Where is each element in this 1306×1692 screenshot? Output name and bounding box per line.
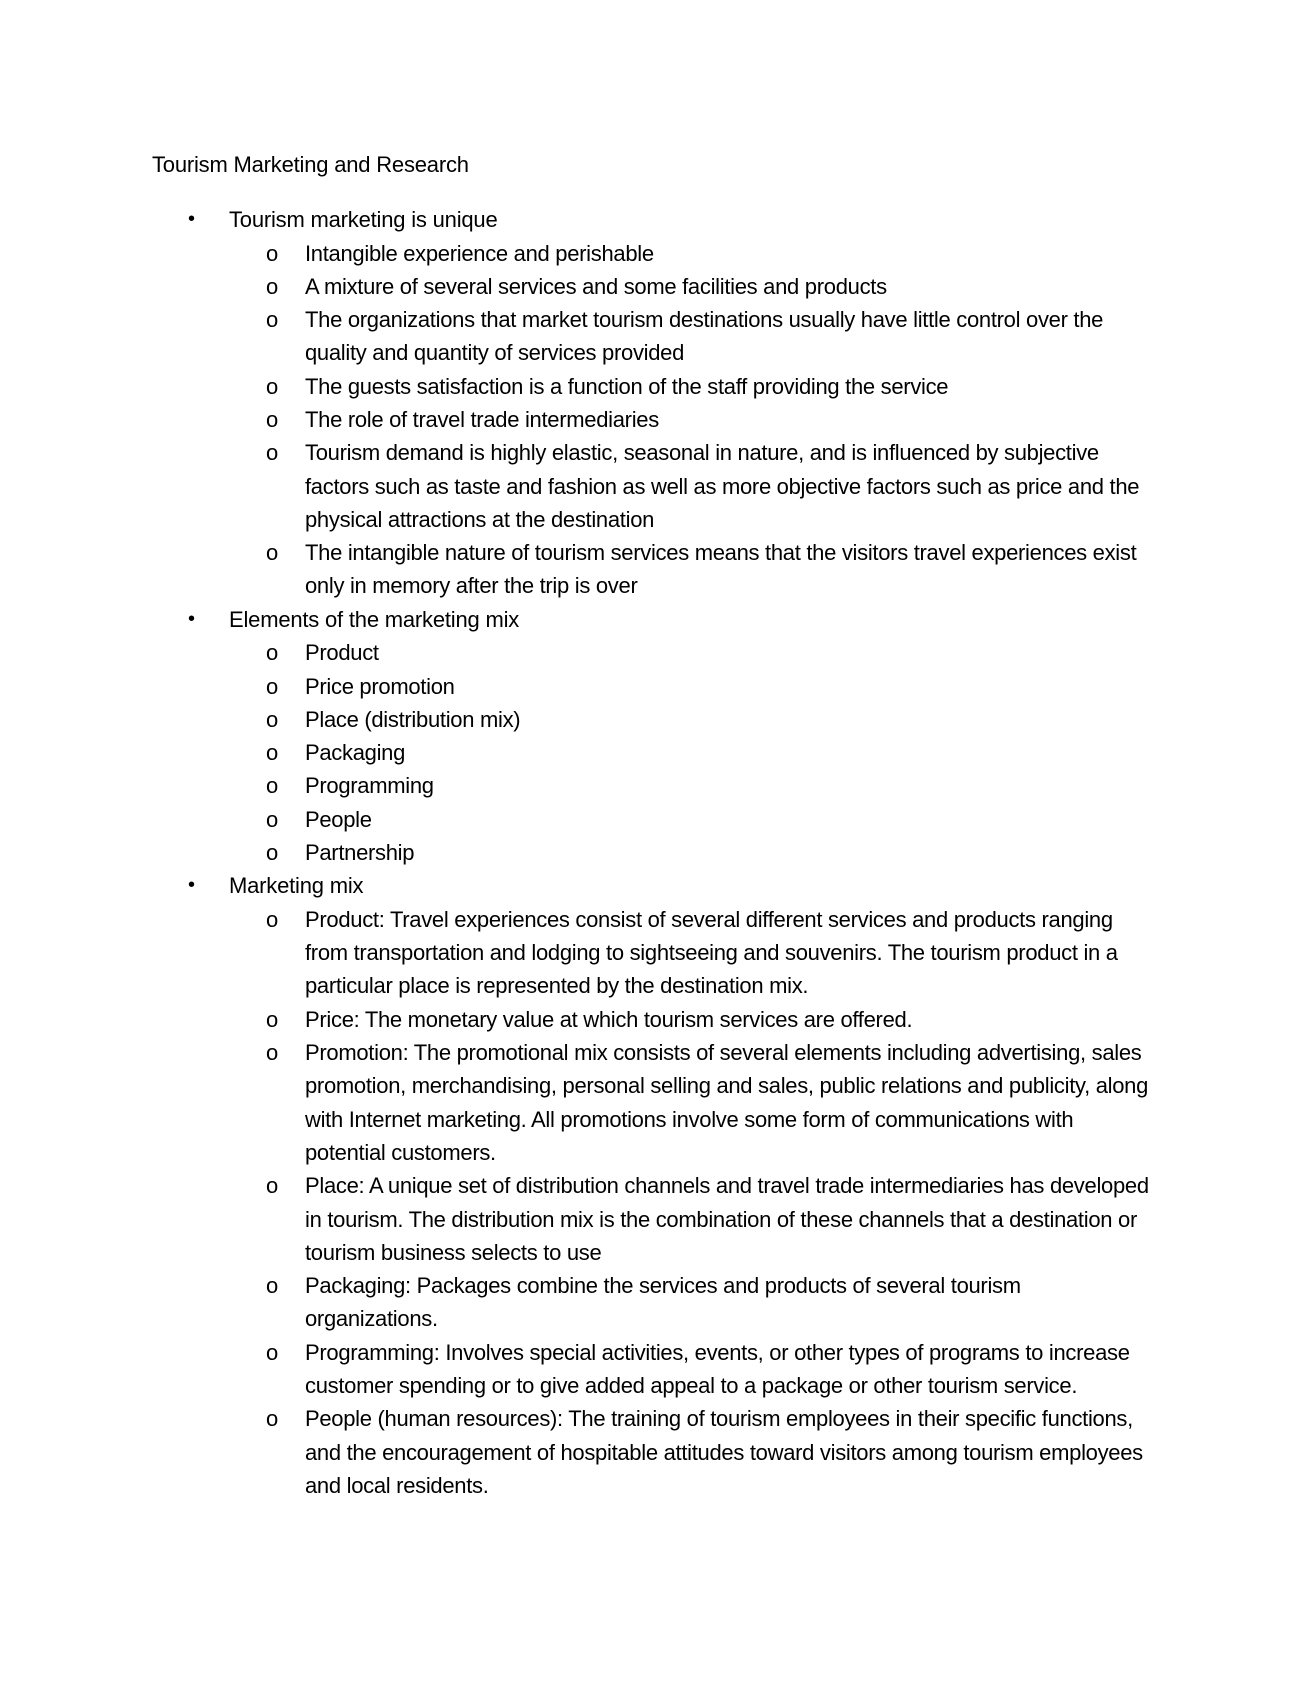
sub-item-text: Promotion: The promotional mix consists of several elements including advertising, sales promotion, merchandising, personal selling and sales, public relations and publicity, along with Internet marketing. All promotions involve some form of communications with potential customers. [305,1040,1149,1165]
sub-item [0,769,1150,802]
sub-list [0,903,1306,1502]
sub-item-text: Price promotion [305,673,455,699]
sub-item [0,536,1150,603]
sub-item [0,636,1150,669]
sub-bullet-marker: o [266,1173,278,1199]
sub-item-text: Tourism demand is highly elastic, seasonal in nature, and is influenced by subjective factors such as taste and fashion as well as more objective factors such as price and the physical attractions at the destination [305,440,1140,532]
sub-item [0,270,1150,303]
sub-bullet-marker: o [266,706,278,732]
sub-item [0,1336,1150,1403]
sub-bullet-marker: o [266,1040,278,1066]
sub-item [0,403,1150,436]
sub-item-text: Place: A unique set of distribution channels and travel trade intermediaries has developed in tourism. The distribution mix is the combination of these channels that a destination or tourism business selects to use [305,1173,1149,1265]
sub-item-text: Packaging [305,740,406,766]
sub-item [0,803,1150,836]
sub-item [0,1003,1150,1036]
sub-bullet-marker: o [266,640,278,666]
sub-bullet-marker: o [266,307,278,333]
sub-item-text: Product [305,640,379,666]
sub-item-text: Partnership [305,840,415,866]
bullet-marker: • [188,208,195,230]
sub-list [0,237,1306,603]
sub-bullet-marker: o [266,1339,278,1365]
sub-item [0,903,1150,1003]
sub-item [0,436,1150,536]
sub-item [0,370,1150,403]
bullet-item [0,203,1149,237]
sub-item [0,303,1150,370]
sub-item-text: Price: The monetary value at which tourism services are offered. [305,1006,913,1032]
sub-bullet-marker: o [266,906,278,932]
sub-bullet-marker: o [266,440,278,466]
sub-bullet-marker: o [266,673,278,699]
sub-item-text: People (human resources): The training of tourism employees in their specific functions, and the encouragement of hospitable attitudes toward visitors among tourism employees and local residents. [305,1406,1143,1498]
sub-bullet-marker: o [266,406,278,432]
sub-bullet-marker: o [266,806,278,832]
sub-item-text: People [305,806,372,832]
sub-item-text: A mixture of several services and some facilities and products [305,273,887,299]
document-title: Tourism Marketing and Research [152,152,469,177]
sub-item [0,1036,1150,1169]
sub-bullet-marker: o [266,1406,278,1432]
sub-bullet-marker: o [266,1006,278,1032]
sub-bullet-marker: o [266,240,278,266]
sub-item [0,237,1150,270]
bullet-heading: Tourism marketing is unique [229,207,498,232]
sub-bullet-marker: o [266,273,278,299]
sub-item [0,1169,1150,1269]
bullet-item [0,603,1149,637]
sub-item-text: Programming: Involves special activities, events, or other types of programs to increase customer spending or to give added appeal to a package or other tourism service. [305,1339,1130,1398]
sub-item-text: The guests satisfaction is a function of the staff providing the service [305,373,949,399]
sub-item [0,1269,1150,1336]
sub-bullet-marker: o [266,773,278,799]
bullet-heading: Marketing mix [229,873,364,899]
sub-bullet-marker: o [266,373,278,399]
sub-item-text: Intangible experience and perishable [305,240,654,266]
sub-bullet-marker: o [266,1273,278,1299]
sub-item-text: Product: Travel experiences consist of several different services and products ranging from transportation and lodging to sightseeing and souvenirs. The tourism product in a particular place is represented by the destination mix. [305,906,1118,999]
sub-item [0,703,1150,736]
sub-bullet-marker: o [266,840,278,866]
sub-item-text: The role of travel trade intermediaries [305,406,659,432]
sub-item-text: The organizations that market tourism destinations usually have little control over the quality and quantity of services provided [305,307,1104,366]
sub-item-text: Place (distribution mix) [305,706,521,732]
bullet-heading: Elements of the marketing mix [229,606,520,632]
sub-item [0,1402,1150,1502]
sub-bullet-marker: o [266,540,278,566]
sub-list [0,636,1306,869]
outline [0,203,1306,1502]
sub-item-text: The intangible nature of tourism services means that the visitors travel experiences exist only in memory after the trip is over [305,540,1137,599]
bullet-marker: • [188,874,195,897]
bullet-marker: • [188,607,195,630]
sub-item [0,836,1150,869]
sub-item [0,670,1150,703]
sub-bullet-marker: o [266,740,278,766]
sub-item [0,736,1150,769]
sub-item-text: Packaging: Packages combine the services and products of several tourism organizations. [305,1273,1021,1332]
sub-item-text: Programming [305,773,434,799]
bullet-item [0,869,1149,903]
